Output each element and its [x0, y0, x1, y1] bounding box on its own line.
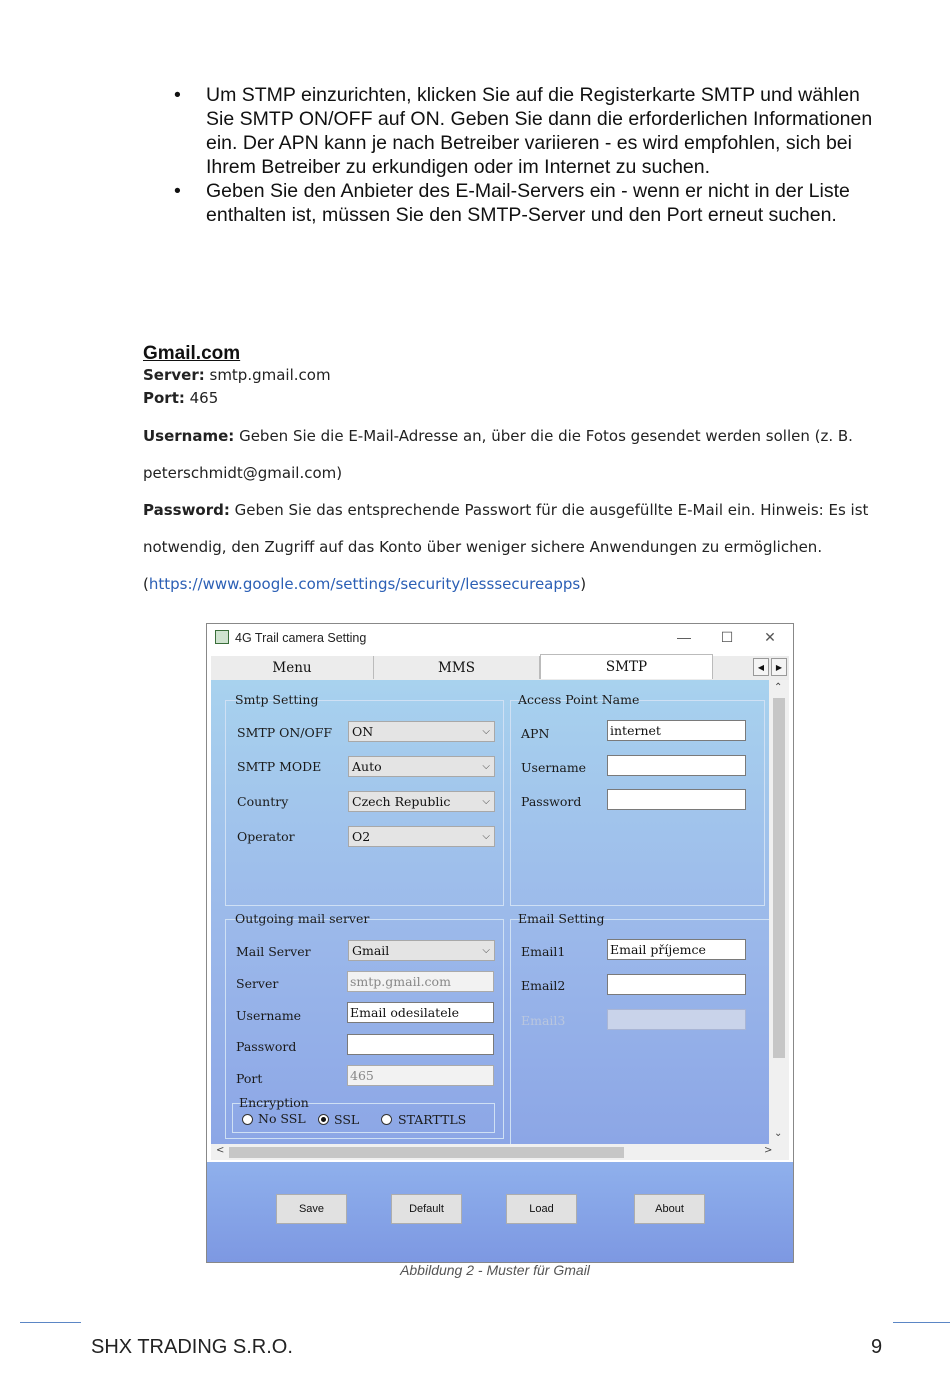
footer-company: SHX TRADING S.R.O.	[91, 1336, 293, 1358]
operator-label: Operator	[237, 829, 295, 844]
scroll-right-icon[interactable]: >	[764, 1145, 773, 1156]
port-line	[143, 389, 218, 407]
email2-input[interactable]	[607, 974, 746, 995]
horizontal-scrollbar[interactable]	[211, 1144, 789, 1160]
username-label: Username:	[143, 427, 235, 445]
footer-rule-left	[20, 1322, 81, 1323]
password-field[interactable]	[347, 1034, 494, 1055]
save-button[interactable]: Save	[276, 1194, 347, 1224]
mail-server-label: Mail Server	[236, 944, 311, 959]
paren-close: )	[580, 575, 587, 593]
default-button[interactable]: Default	[391, 1194, 462, 1224]
username-text: Geben Sie die E-Mail-Adresse an, über die die Fotos gesendet werden sollen (z. B.	[234, 427, 853, 445]
apn-input[interactable]: internet	[607, 720, 746, 741]
scroll-down-icon[interactable]: ⌄	[774, 1128, 783, 1139]
select-value: Auto	[352, 759, 382, 774]
section-heading: Gmail.com	[143, 343, 241, 364]
chevron-down-icon: ⌵	[482, 831, 490, 842]
footer-rule-right	[893, 1322, 950, 1323]
tab-bar	[211, 656, 789, 681]
username-line	[143, 427, 853, 445]
settings-window	[206, 623, 794, 1263]
group-title: Outgoing mail server	[235, 911, 370, 926]
smtp-mode-label: SMTP MODE	[237, 759, 322, 774]
email2-label: Email2	[521, 978, 566, 993]
camera-app-icon	[215, 630, 229, 644]
ssl-label: SSL	[334, 1112, 360, 1127]
password-label: Password	[236, 1039, 297, 1054]
window-title: 4G Trail camera Setting	[235, 631, 367, 645]
list-item: • Um STMP einzurichten, klicken Sie auf die Registerkarte SMTP und wählen Sie SMTP ON/OFF auf ON. Geben Sie dann die erforderlichen Informationen ein. Der APN kann je nach Betreiber variieren - es wird empfohlen, sich bei Ihrem Betreiber zu erkundigen oder im Internet zu suchen.	[174, 83, 874, 179]
password-line	[143, 501, 868, 519]
port-value: 465	[184, 389, 219, 407]
apn-password-input[interactable]	[607, 789, 746, 810]
group-title: Smtp Setting	[235, 692, 319, 707]
country-select[interactable]	[348, 791, 495, 812]
email3-input	[607, 1009, 746, 1030]
lesssecureapps-link[interactable]: https://www.google.com/settings/security/lesssecureapps	[148, 575, 581, 593]
scroll-left-icon[interactable]: <	[216, 1145, 225, 1156]
tab-scroll-right-icon[interactable]: ▶	[771, 658, 787, 676]
radio-ssl[interactable]	[318, 1114, 329, 1125]
select-value: ON	[352, 724, 374, 739]
port-field[interactable]: 465	[347, 1065, 494, 1086]
country-label: Country	[237, 794, 289, 809]
apn-username-input[interactable]	[607, 755, 746, 776]
apn-label: APN	[521, 726, 550, 741]
port-label: Port	[236, 1071, 263, 1086]
server-line	[143, 366, 331, 384]
radio-starttls[interactable]	[381, 1114, 392, 1125]
email3-label: Email3	[521, 1013, 566, 1028]
smtp-onoff-select[interactable]	[348, 721, 495, 742]
apn-password-label: Password	[521, 794, 582, 809]
password-text: Geben Sie das entsprechende Passwort für die ausgefüllte E-Mail ein. Hinweis: Es ist	[229, 501, 869, 519]
load-button[interactable]: Load	[506, 1194, 577, 1224]
starttls-label: STARTTLS	[398, 1112, 467, 1127]
smtp-mode-select[interactable]	[348, 756, 495, 777]
apn-username-label: Username	[521, 760, 587, 775]
close-button[interactable]: ✕	[764, 629, 776, 645]
group-title: Access Point Name	[518, 692, 640, 707]
scroll-up-icon[interactable]: ⌃	[774, 682, 783, 693]
select-value: Gmail	[352, 943, 390, 958]
username-field[interactable]: Email odesilatele	[347, 1002, 494, 1023]
list-item: • Geben Sie den Anbieter des E-Mail-Servers ein - wenn er nicht in der Liste enthalten ist, müssen Sie den SMTP-Server und den Port erneut suchen.	[174, 179, 874, 227]
tab-menu[interactable]: Menu	[211, 656, 374, 679]
vertical-scrollbar[interactable]	[769, 680, 789, 1144]
password-label: Password:	[143, 501, 230, 519]
username-label: Username	[236, 1008, 302, 1023]
chevron-down-icon: ⌵	[482, 796, 490, 807]
smtp-panel	[211, 680, 769, 1144]
chevron-down-icon: ⌵	[482, 761, 490, 772]
server-value: smtp.gmail.com	[204, 366, 331, 384]
no-ssl-label: No SSL	[258, 1111, 306, 1126]
encryption-title: Encryption	[239, 1095, 309, 1110]
radio-no-ssl[interactable]	[242, 1114, 253, 1125]
tab-scroll-left-icon[interactable]: ◀	[753, 658, 769, 676]
email1-label: Email1	[521, 944, 566, 959]
select-value: O2	[352, 829, 371, 844]
about-button[interactable]: About	[634, 1194, 705, 1224]
password-note: notwendig, den Zugriff auf das Konto über weniger sichere Anwendungen zu ermöglichen.	[143, 538, 823, 556]
instruction-list	[174, 83, 874, 227]
minimize-button[interactable]: —	[677, 629, 691, 645]
select-value: Czech Republic	[352, 794, 451, 809]
server-field[interactable]: smtp.gmail.com	[347, 971, 494, 992]
maximize-button[interactable]: ☐	[720, 629, 734, 645]
scroll-thumb[interactable]	[229, 1147, 624, 1158]
group-title: Email Setting	[518, 911, 605, 926]
operator-select[interactable]	[348, 826, 495, 847]
server-label: Server	[236, 976, 279, 991]
smtp-onoff-label: SMTP ON/OFF	[237, 725, 333, 740]
tab-smtp[interactable]: SMTP	[540, 654, 713, 679]
paren-open: (	[143, 575, 149, 593]
figure-caption: Abbildung 2 - Muster für Gmail	[400, 1262, 590, 1278]
link-line	[143, 575, 586, 593]
mail-server-select[interactable]	[348, 940, 495, 961]
email1-input[interactable]: Email příjemce	[607, 939, 746, 960]
title-bar	[207, 624, 793, 652]
chevron-down-icon: ⌵	[482, 945, 490, 956]
tab-mms[interactable]: MMS	[374, 656, 540, 679]
page-number: 9	[871, 1336, 883, 1358]
chevron-down-icon: ⌵	[482, 726, 490, 737]
username-example: peterschmidt@gmail.com)	[143, 464, 343, 482]
scroll-thumb[interactable]	[773, 698, 785, 1058]
port-label: Port:	[143, 389, 185, 407]
server-label: Server:	[143, 366, 205, 384]
